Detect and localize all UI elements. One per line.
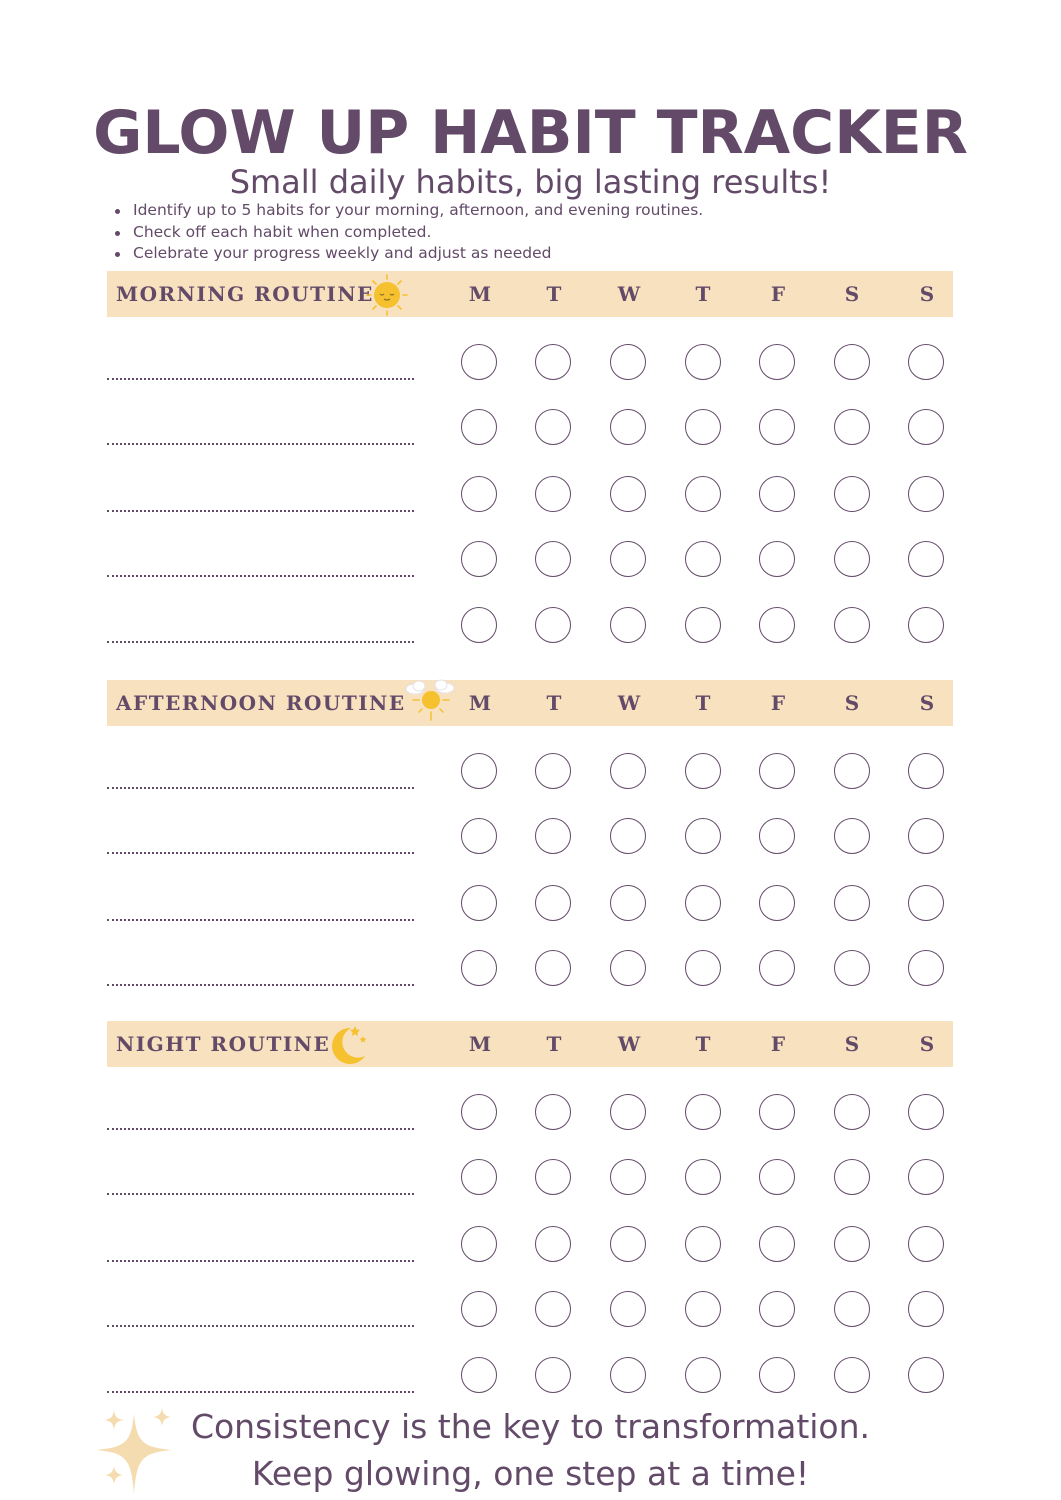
habit-checkbox-m[interactable] — [461, 885, 497, 921]
habit-checkbox-t[interactable] — [685, 541, 721, 577]
habit-checkbox-m[interactable] — [461, 753, 497, 789]
habit-checkbox-t[interactable] — [685, 607, 721, 643]
day-label: T — [546, 1032, 562, 1056]
habit-checkbox-s[interactable] — [834, 950, 870, 986]
habit-checkbox-t[interactable] — [535, 1094, 571, 1130]
habit-checkbox-s[interactable] — [908, 818, 944, 854]
habit-checkbox-f[interactable] — [759, 818, 795, 854]
habit-checkbox-t[interactable] — [685, 476, 721, 512]
habit-name-line[interactable] — [107, 787, 414, 789]
day-label: M — [468, 282, 492, 306]
habit-checkbox-t[interactable] — [535, 1291, 571, 1327]
habit-checkbox-t[interactable] — [535, 818, 571, 854]
habit-checkbox-w[interactable] — [610, 818, 646, 854]
section-title: NIGHT ROUTINE — [116, 1032, 331, 1056]
habit-checkbox-f[interactable] — [759, 409, 795, 445]
habit-checkbox-f[interactable] — [759, 753, 795, 789]
habit-checkbox-t[interactable] — [535, 1226, 571, 1262]
habit-checkbox-w[interactable] — [610, 476, 646, 512]
day-label: T — [546, 282, 562, 306]
habit-checkbox-t[interactable] — [685, 409, 721, 445]
habit-checkbox-f[interactable] — [759, 344, 795, 380]
instruction-item: Identify up to 5 habits for your morning, afternoon, and evening routines. — [113, 200, 703, 222]
day-label: S — [844, 1032, 860, 1056]
habit-checkbox-s[interactable] — [834, 1226, 870, 1262]
habit-checkbox-t[interactable] — [685, 1094, 721, 1130]
day-label: F — [770, 282, 786, 306]
habit-checkbox-t[interactable] — [685, 1226, 721, 1262]
day-label: F — [770, 1032, 786, 1056]
habit-checkbox-s[interactable] — [834, 409, 870, 445]
day-label: W — [617, 691, 641, 715]
sun-icon — [365, 273, 409, 317]
habit-checkbox-m[interactable] — [461, 607, 497, 643]
habit-checkbox-m[interactable] — [461, 1094, 497, 1130]
section-header-afternoon — [107, 680, 953, 726]
habit-checkbox-f[interactable] — [759, 950, 795, 986]
habit-checkbox-t[interactable] — [685, 753, 721, 789]
day-label: S — [919, 691, 935, 715]
habit-checkbox-s[interactable] — [834, 885, 870, 921]
habit-checkbox-m[interactable] — [461, 1291, 497, 1327]
habit-checkbox-s[interactable] — [908, 409, 944, 445]
habit-checkbox-t[interactable] — [535, 541, 571, 577]
instructions-list — [113, 200, 703, 265]
habit-checkbox-t[interactable] — [535, 885, 571, 921]
habit-checkbox-s[interactable] — [834, 1159, 870, 1195]
habit-checkbox-w[interactable] — [610, 1291, 646, 1327]
habit-checkbox-t[interactable] — [685, 1291, 721, 1327]
habit-name-line[interactable] — [107, 1391, 414, 1393]
day-label: W — [617, 1032, 641, 1056]
habit-checkbox-t[interactable] — [535, 1357, 571, 1393]
habit-checkbox-s[interactable] — [834, 818, 870, 854]
day-label: T — [695, 1032, 711, 1056]
habit-checkbox-m[interactable] — [461, 344, 497, 380]
day-label: S — [919, 1032, 935, 1056]
habit-checkbox-w[interactable] — [610, 541, 646, 577]
habit-checkbox-s[interactable] — [834, 476, 870, 512]
habit-checkbox-s[interactable] — [908, 1291, 944, 1327]
habit-checkbox-s[interactable] — [908, 885, 944, 921]
habit-checkbox-f[interactable] — [759, 476, 795, 512]
habit-checkbox-s[interactable] — [834, 344, 870, 380]
habit-checkbox-s[interactable] — [834, 1291, 870, 1327]
habit-checkbox-m[interactable] — [461, 1357, 497, 1393]
habit-checkbox-w[interactable] — [610, 1159, 646, 1195]
day-label: S — [919, 282, 935, 306]
habit-checkbox-w[interactable] — [610, 885, 646, 921]
habit-checkbox-w[interactable] — [610, 1094, 646, 1130]
habit-checkbox-f[interactable] — [759, 1357, 795, 1393]
habit-checkbox-w[interactable] — [610, 1357, 646, 1393]
habit-checkbox-s[interactable] — [908, 1226, 944, 1262]
habit-name-line[interactable] — [107, 575, 414, 577]
habit-checkbox-s[interactable] — [908, 541, 944, 577]
day-label: T — [695, 282, 711, 306]
habit-checkbox-m[interactable] — [461, 1226, 497, 1262]
habit-checkbox-m[interactable] — [461, 950, 497, 986]
section-title: AFTERNOON ROUTINE — [116, 691, 406, 715]
day-label: M — [468, 691, 492, 715]
habit-checkbox-t[interactable] — [685, 950, 721, 986]
section-header-night — [107, 1021, 953, 1067]
day-label: T — [546, 691, 562, 715]
footer-quote-line1: Consistency is the key to transformation. — [190, 1407, 871, 1446]
habit-checkbox-m[interactable] — [461, 1159, 497, 1195]
day-label: T — [695, 691, 711, 715]
habit-name-line[interactable] — [107, 852, 414, 854]
habit-name-line[interactable] — [107, 641, 414, 643]
habit-checkbox-w[interactable] — [610, 344, 646, 380]
habit-name-line[interactable] — [107, 378, 414, 380]
day-label: M — [468, 1032, 492, 1056]
habit-checkbox-t[interactable] — [685, 344, 721, 380]
page-subtitle: Small daily habits, big lasting results! — [229, 163, 832, 201]
footer-quote-line2: Keep glowing, one step at a time! — [251, 1454, 810, 1493]
habit-checkbox-w[interactable] — [610, 753, 646, 789]
moon-stars-icon — [325, 1022, 371, 1068]
day-label: F — [770, 691, 786, 715]
habit-checkbox-t[interactable] — [685, 885, 721, 921]
habit-checkbox-s[interactable] — [908, 344, 944, 380]
habit-checkbox-t[interactable] — [535, 409, 571, 445]
habit-name-line[interactable] — [107, 510, 414, 512]
day-label: S — [844, 691, 860, 715]
section-title: MORNING ROUTINE — [116, 282, 374, 306]
instruction-item: Celebrate your progress weekly and adjust as needed — [113, 243, 703, 265]
habit-checkbox-t[interactable] — [685, 818, 721, 854]
habit-checkbox-t[interactable] — [535, 753, 571, 789]
day-label: W — [617, 282, 641, 306]
habit-checkbox-m[interactable] — [461, 541, 497, 577]
habit-checkbox-w[interactable] — [610, 607, 646, 643]
habit-checkbox-f[interactable] — [759, 1291, 795, 1327]
habit-checkbox-s[interactable] — [908, 607, 944, 643]
habit-checkbox-s[interactable] — [834, 753, 870, 789]
habit-checkbox-t[interactable] — [535, 607, 571, 643]
habit-checkbox-m[interactable] — [461, 409, 497, 445]
habit-checkbox-t[interactable] — [685, 1159, 721, 1195]
page-title: GLOW UP HABIT TRACKER — [93, 98, 968, 168]
habit-checkbox-s[interactable] — [908, 753, 944, 789]
habit-name-line[interactable] — [107, 919, 414, 921]
habit-checkbox-f[interactable] — [759, 541, 795, 577]
habit-checkbox-f[interactable] — [759, 1094, 795, 1130]
habit-checkbox-w[interactable] — [610, 409, 646, 445]
instruction-item: Check off each habit when completed. — [113, 222, 703, 244]
habit-checkbox-s[interactable] — [908, 1357, 944, 1393]
habit-checkbox-s[interactable] — [834, 607, 870, 643]
habit-checkbox-w[interactable] — [610, 950, 646, 986]
sun-cloud-icon — [401, 676, 459, 726]
habit-checkbox-t[interactable] — [535, 344, 571, 380]
habit-checkbox-s[interactable] — [834, 541, 870, 577]
habit-checkbox-f[interactable] — [759, 885, 795, 921]
habit-name-line[interactable] — [107, 1128, 414, 1130]
section-header-morning — [107, 271, 953, 317]
habit-checkbox-s[interactable] — [908, 950, 944, 986]
habit-checkbox-t[interactable] — [535, 950, 571, 986]
habit-checkbox-s[interactable] — [834, 1357, 870, 1393]
habit-checkbox-f[interactable] — [759, 607, 795, 643]
habit-checkbox-s[interactable] — [908, 1159, 944, 1195]
habit-name-line[interactable] — [107, 1260, 414, 1262]
habit-checkbox-t[interactable] — [535, 476, 571, 512]
habit-checkbox-s[interactable] — [908, 1094, 944, 1130]
habit-name-line[interactable] — [107, 443, 414, 445]
habit-checkbox-f[interactable] — [759, 1226, 795, 1262]
habit-name-line[interactable] — [107, 984, 414, 986]
habit-checkbox-s[interactable] — [834, 1094, 870, 1130]
habit-name-line[interactable] — [107, 1193, 414, 1195]
habit-checkbox-t[interactable] — [685, 1357, 721, 1393]
habit-checkbox-m[interactable] — [461, 818, 497, 854]
habit-checkbox-f[interactable] — [759, 1159, 795, 1195]
habit-checkbox-w[interactable] — [610, 1226, 646, 1262]
habit-checkbox-s[interactable] — [908, 476, 944, 512]
habit-name-line[interactable] — [107, 1325, 414, 1327]
habit-checkbox-m[interactable] — [461, 476, 497, 512]
habit-checkbox-t[interactable] — [535, 1159, 571, 1195]
day-label: S — [844, 282, 860, 306]
